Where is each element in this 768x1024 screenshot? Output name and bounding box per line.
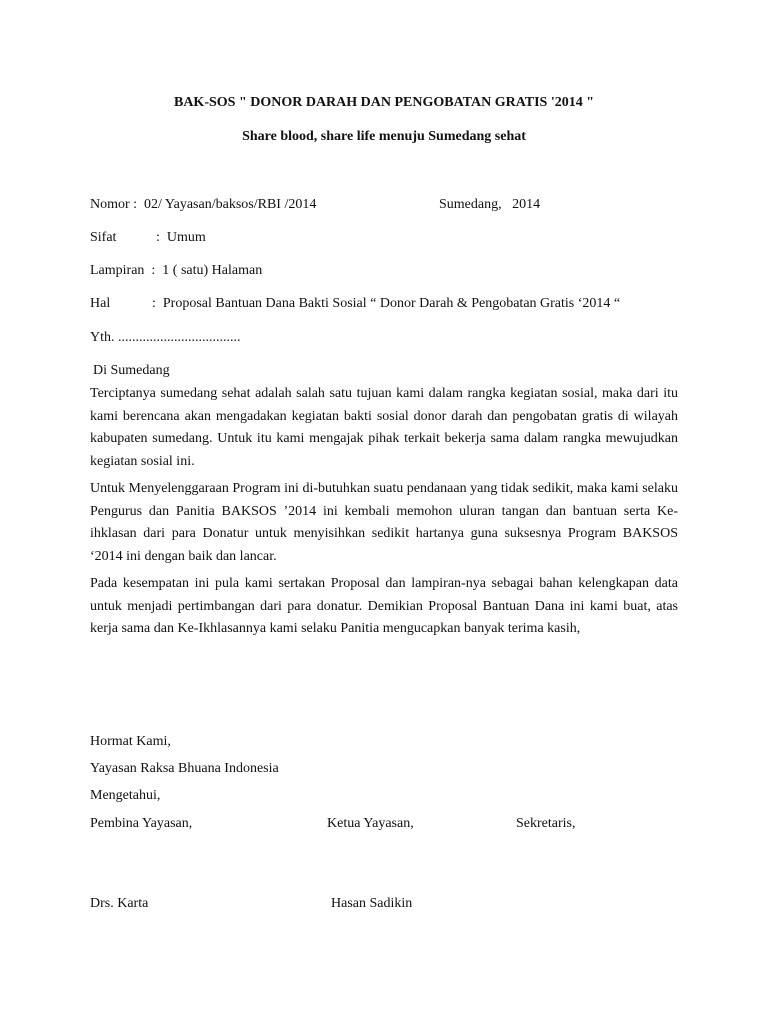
sifat-value: : Umum — [156, 230, 206, 245]
di-line: Di Sumedang — [93, 363, 170, 378]
signatory-ketua: Hasan Sadikin — [331, 896, 413, 911]
organization-name: Yayasan Raksa Bhuana Indonesia — [90, 761, 279, 776]
role-sekretaris: Sekretaris, — [516, 816, 576, 831]
place-date: Sumedang, 2014 — [439, 197, 541, 212]
letter-title: BAK-SOS " DONOR DARAH DAN PENGOBATAN GRATIS '2014 " — [173, 95, 595, 110]
hal-value: : Proposal Bantuan Dana Bakti Sosial “ Donor Darah & Pengobatan Gratis ‘2014 “ — [152, 296, 621, 311]
hal-label: Hal — [90, 296, 111, 311]
role-ketua: Ketua Yayasan, — [327, 816, 414, 831]
hormat-line: Hormat Kami, — [90, 734, 171, 749]
body-paragraph-3: Pada kesempatan ini pula kami sertakan Proposal dan lampiran-nya sebagai bahan kelengkapan data untuk menjadi pertimbangan dari para donatur. Demikian Proposal Bantuan Dana ini kami buat, atas kerja sama dan Ke-Ikhlasannya kami selaku Panitia mengucapkan banyak terima kasih, — [90, 576, 678, 636]
role-pembina: Pembina Yayasan, — [90, 816, 193, 831]
body-paragraph-2: Untuk Menyelenggaraan Program ini di-butuhkan suatu pendanaan yang tidak sedikit, maka kami selaku Pengurus dan Panitia BAKSOS ’2014 ini kembali memohon uluran tangan dan bantuan serta Ke-ihklasan dari para Donatur untuk menyisihkan sedikit hartanya guna suksesnya Program BAKSOS ‘2014 ini dengan baik dan lancar. — [90, 481, 678, 564]
sifat-label: Sifat — [90, 230, 117, 245]
nomor-line: Nomor : 02/ Yayasan/baksos/RBI /2014 — [90, 197, 317, 212]
letter-subtitle: Share blood, share life menuju Sumedang sehat — [242, 129, 526, 144]
yth-line: Yth. ................................... — [90, 330, 241, 345]
mengetahui-line: Mengetahui, — [90, 788, 161, 803]
body-paragraph-1: Terciptanya sumedang sehat adalah salah satu tujuan kami dalam rangka kegiatan sosial, maka dari itu kami berencana akan mengadakan kegiatan bakti sosial donor darah dan pengobatan gratis di wilayah kabupaten sumedang. Untuk itu kami mengajak pihak terkait bekerja sama dalam rangka mewujudkan kegiatan sosial ini. — [90, 386, 678, 469]
signatory-pembina: Drs. Karta — [90, 896, 149, 911]
lampiran-line: Lampiran : 1 ( satu) Halaman — [90, 263, 263, 278]
